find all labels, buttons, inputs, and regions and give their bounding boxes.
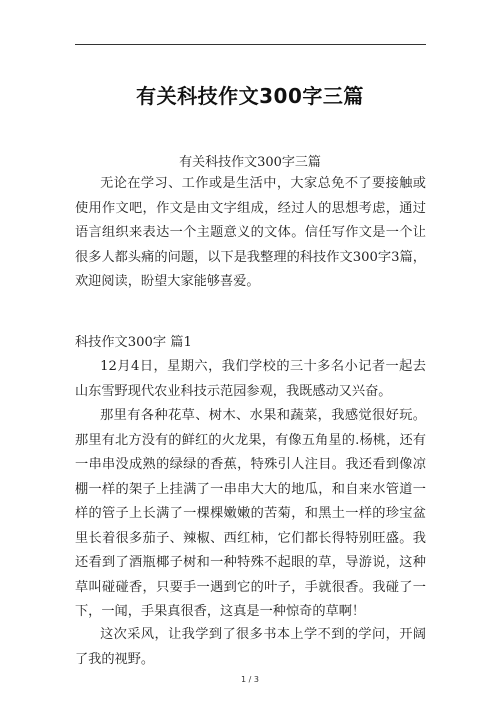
body-paragraph: 12月4日，星期六，我们学校的三十多名小记者一起去山东雪野现代农业科技示范园参观，我既感动又兴奋。 bbox=[75, 359, 426, 399]
intro-paragraph: 无论在学习、工作或是生活中，大家总免不了要接触或使用作文吧，作文是由文字组成，经过人的思想考虑，通过语言组织来表达一个主题意义的文体。信任写作文是一个让很多人都头痛的问题，以下是我整理的科技作文300字3篇，欢迎阅读，盼望大家能够喜爱。 bbox=[75, 176, 426, 289]
page-number: 1 / 3 bbox=[241, 675, 259, 684]
section-heading: 科技作文300字 篇1 bbox=[75, 335, 192, 350]
body-paragraph: 那里有各种花草、树木、水果和蔬菜，我感觉很好玩。那里有北方没有的鲜红的火龙果，有像五角星的.杨桃，还有一串串没成熟的绿绿的香蕉，特殊引人注目。我还看到像凉棚一样的架子上挂满了一串串大大的地瓜，和自来水管道一样的管子上长满了一棵棵嫩嫩的苦菊，和黑土一样的珍宝盆里长着很多茄子、辣椒、西红柿，它们都长得特别旺盛。我还看到了酒瓶椰子树和一种特殊不起眼的草，导游说，这种草叫碰碰香，只要手一遇到它的叶子，手就很香。我碰了一下，一闻，手果真很香，这真是一种惊奇的草啊！ bbox=[75, 408, 426, 619]
document-title: 有关科技作文300字三篇 bbox=[136, 84, 364, 108]
document-subtitle: 有关科技作文300字三篇 bbox=[179, 155, 321, 170]
page-bottom-clip bbox=[75, 620, 426, 667]
header-rule bbox=[75, 44, 426, 45]
body-paragraph: 这次采风，让我学到了很多书本上学不到的学问，开阔了我的视野。 bbox=[75, 627, 426, 667]
